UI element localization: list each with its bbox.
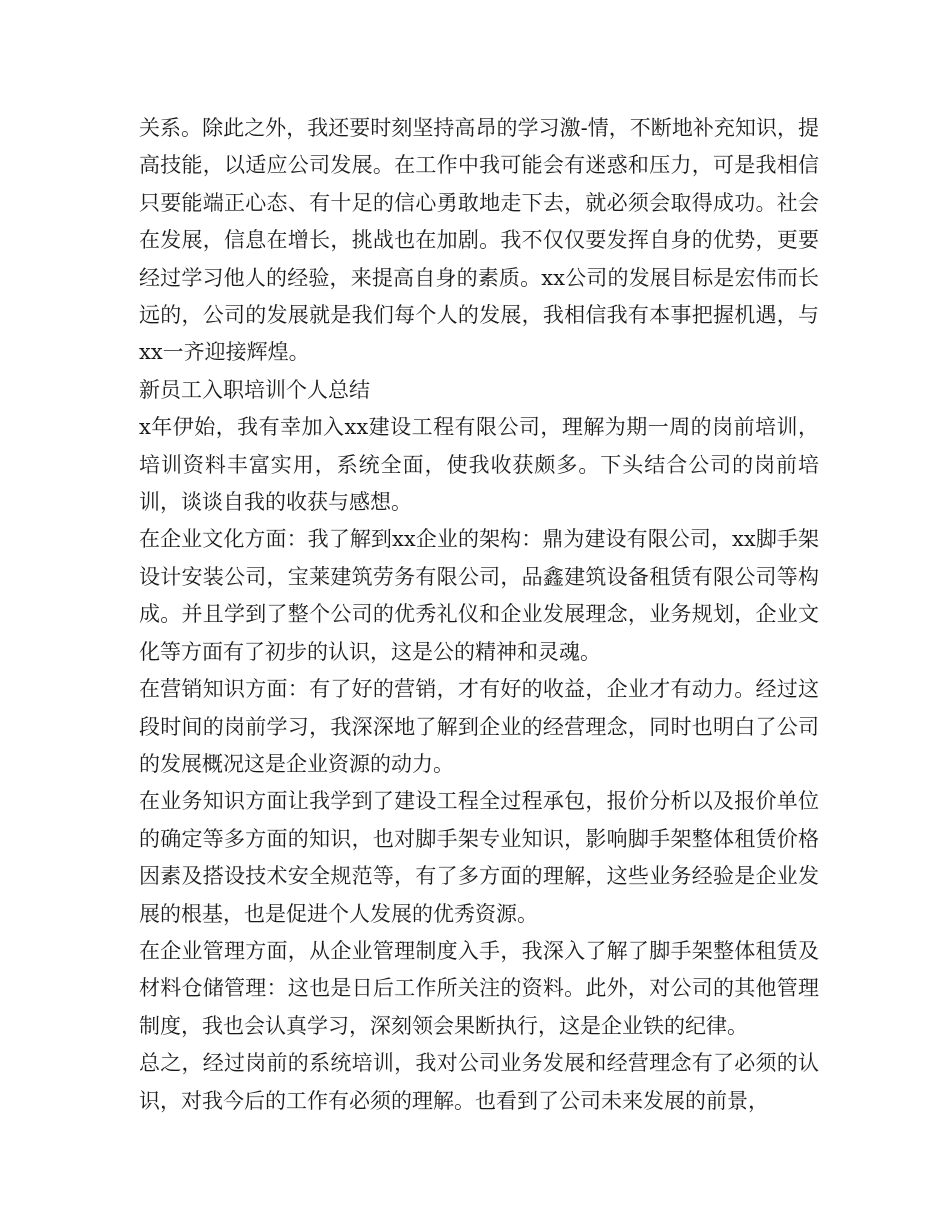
paragraph-summary: 总之，经过岗前的系统培训，我对公司业务发展和经营理念有了必须的认识，对我今后的工作有必须的理解。也看到了公司未来发展的前景， [139,1051,819,1113]
paragraph-marketing-knowledge: 在营销知识方面：有了好的营销，才有好的收益，企业才有动力。经过这段时间的岗前学习，我深深地了解到企业的经营理念，同时也明白了公司的发展概况这是企业资源的动力。 [139,677,819,776]
document-body [139,110,819,1120]
paragraph-introduction: x年伊始，我有幸加入xx建设工程有限公司，理解为期一周的岗前培训，培训资料丰富实用，系统全面，使我收获颇多。下头结合公司的岗前培训，谈谈自我的收获与感想。 [139,415,819,515]
section-heading: 新员工入职培训个人总结 [139,377,370,402]
paragraph-business-knowledge: 在业务知识方面让我学到了建设工程全过程承包，报价分析以及报价单位的确定等多方面的知识，也对脚手架专业知识，影响脚手架整体租赁价格因素及搭设技术安全规范等，有了多方面的理解，这些业务经验是企业发展的根基，也是促进个人发展的优秀资源。 [139,789,819,926]
paragraph-enterprise-management: 在企业管理方面，从企业管理制度入手，我深入了解了脚手架整体租赁及材料仓储管理：这也是日后工作所关注的资料。此外，对公司的其他管理制度，我也会认真学习，深刻领会果断执行，这是企业铁的纪律。 [139,938,819,1038]
paragraph-corporate-culture: 在企业文化方面：我了解到xx企业的架构：鼎为建设有限公司，xx脚手架设计安装公司，宝莱建筑劳务有限公司，品鑫建筑设备租赁有限公司等构成。并且学到了整个公司的优秀礼仪和企业发展理念，业务规划，企业文化等方面有了初步的认识，这是公的精神和灵魂。 [139,527,819,664]
paragraph-closing-reflection: 关系。除此之外，我还要时刻坚持高昂的学习激-情，不断地补充知识，提高技能，以适应公司发展。在工作中我可能会有迷惑和压力，可是我相信只要能端正心态、有十足的信心勇敢地走下去，就必须会取得成功。社会在发展，信息在增长，挑战也在加剧。我不仅仅要发挥自身的优势，更要经过学习他人的经验，来提高自身的素质。xx公司的发展目标是宏伟而长远的，公司的发展就是我们每个人的发展，我相信我有本事把握机遇，与xx一齐迎接辉煌。 [139,116,819,365]
